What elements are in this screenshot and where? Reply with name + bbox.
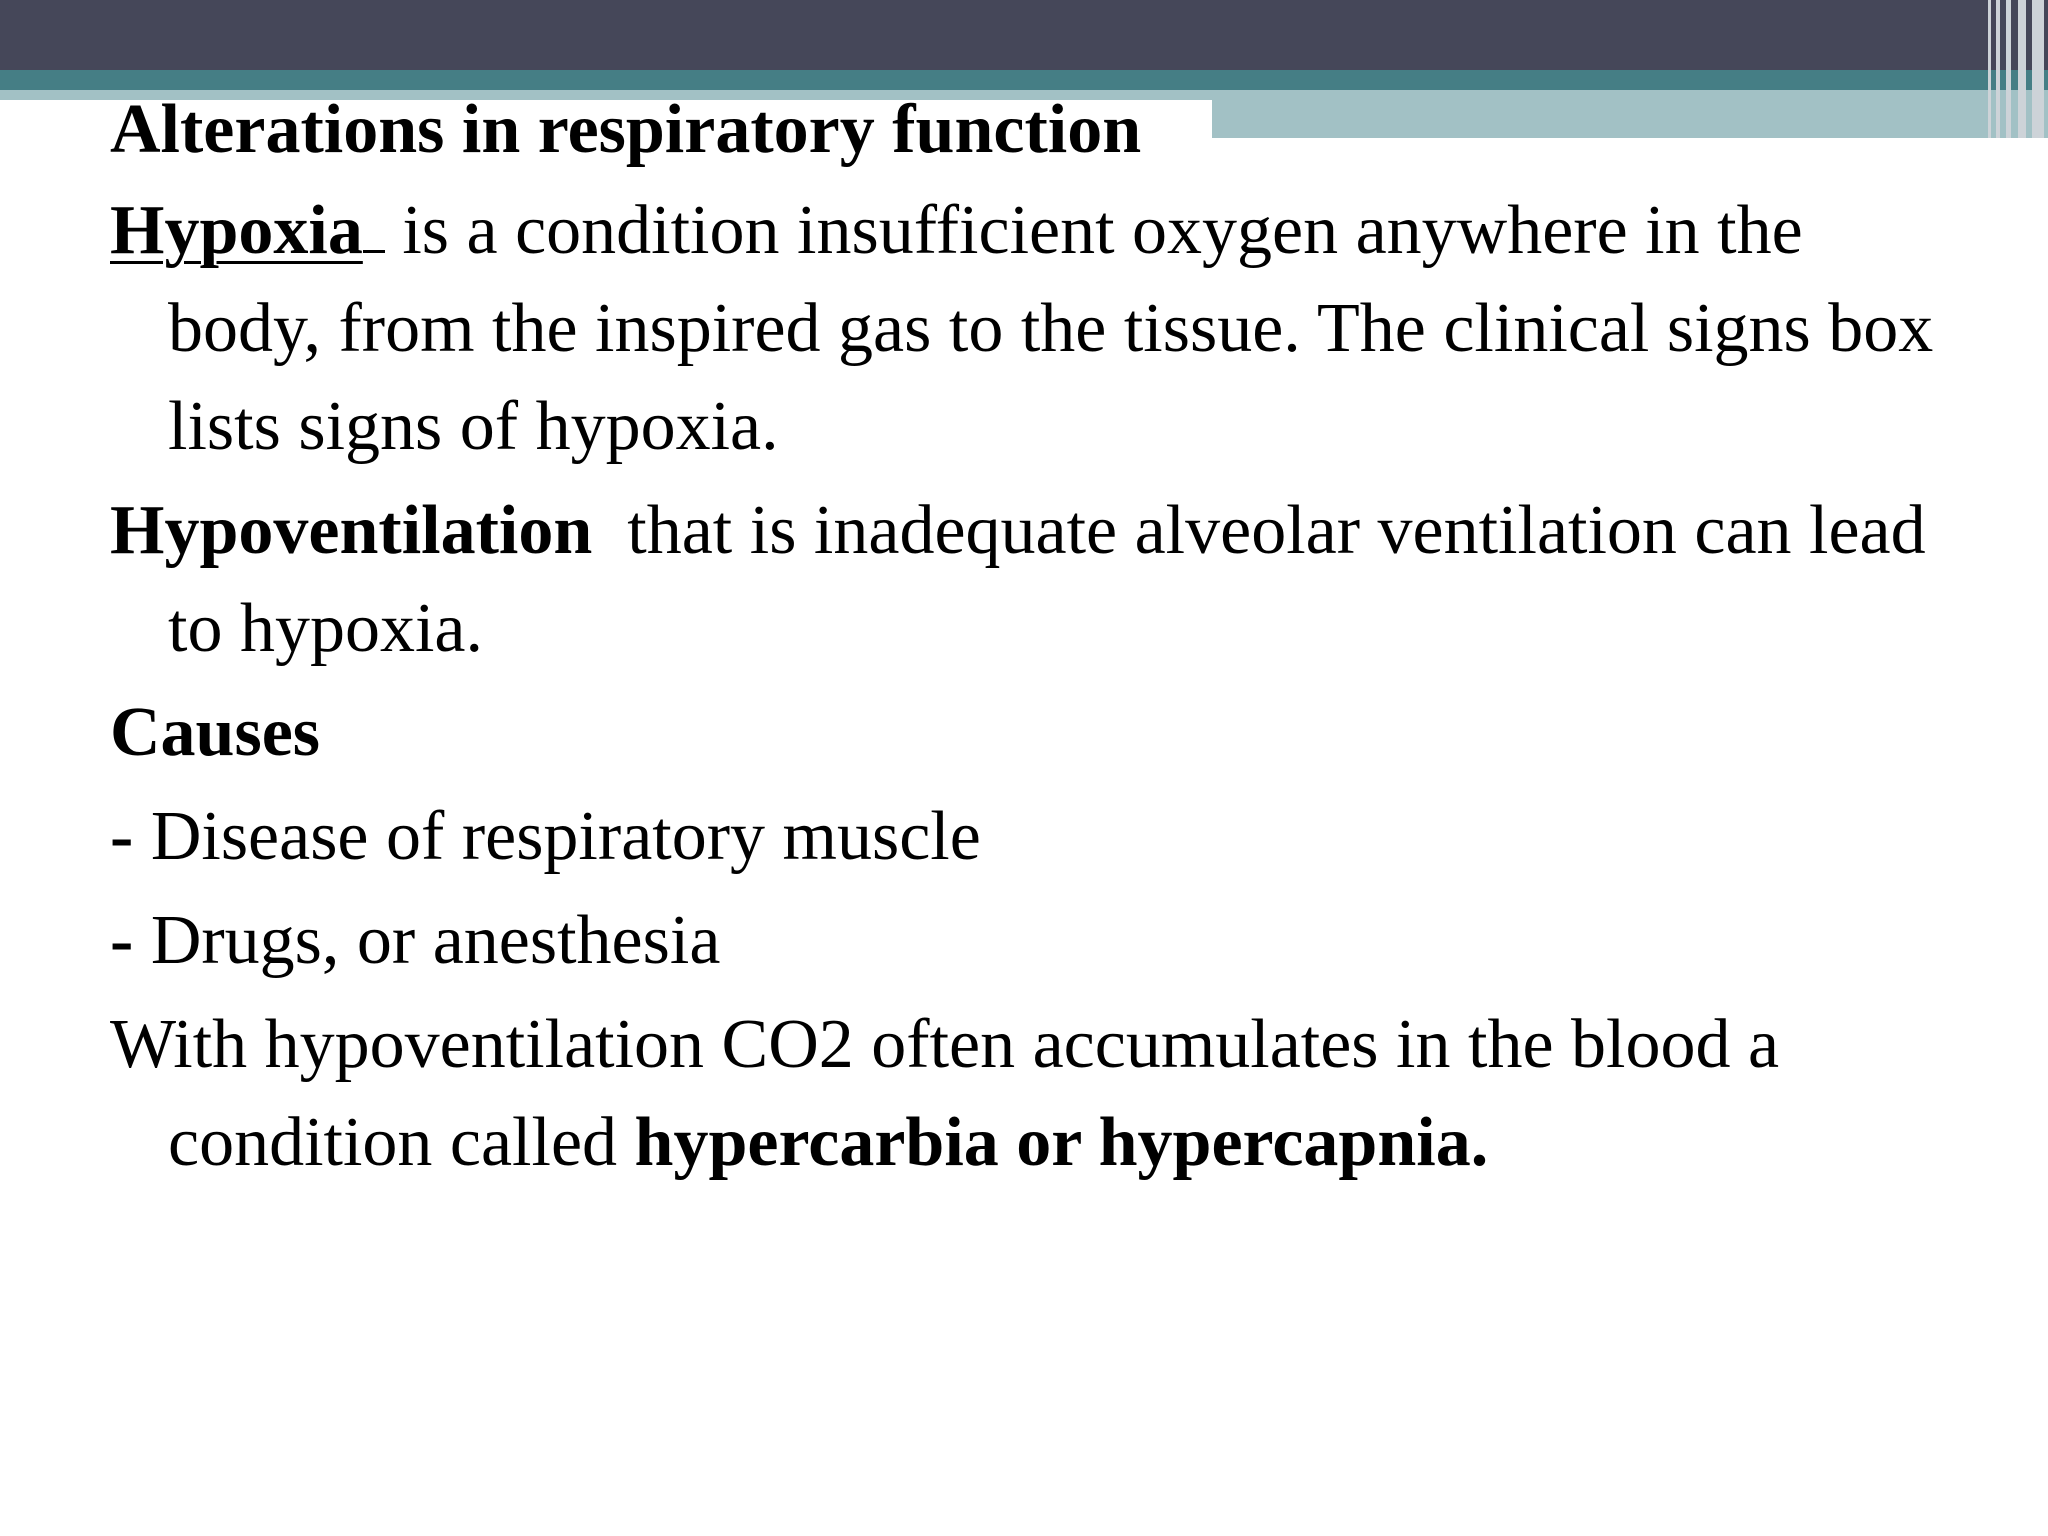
slide-body	[110, 88, 1944, 1198]
hypoxia-paragraph	[110, 182, 1940, 476]
cause-item	[110, 788, 1940, 886]
conclusion-emphasis: hypercarbia or hypercapnia.	[634, 1104, 1489, 1181]
underline-extension	[363, 188, 385, 253]
cause-text: Disease of respiratory muscle	[133, 798, 981, 875]
hypoventilation-paragraph	[110, 482, 1944, 678]
bullet-dash: -	[110, 902, 134, 979]
cause-text: Drugs, or anesthesia	[133, 902, 721, 979]
hypoventilation-term: Hypoventilation	[110, 492, 593, 569]
conclusion-text: With hypoventilation CO2 often accumulates in the blood a condition called	[110, 1006, 1780, 1181]
conclusion-paragraph	[110, 996, 1940, 1192]
bullet-dash: -	[110, 798, 134, 875]
decorative-stripes	[1984, 0, 2048, 138]
causes-heading: Causes	[110, 694, 321, 771]
header-band-teal	[0, 70, 2048, 90]
hypoxia-definition: is a condition insufficient oxygen anywhere in the body, from the inspired gas to the tissue. The clinical signs box lists signs of hypoxia.	[168, 192, 1934, 465]
hypoventilation-definition: that is inadequate alveolar ventilation can lead to hypoxia.	[168, 492, 1944, 667]
cause-item	[110, 892, 1940, 990]
hypoxia-term: Hypoxia	[110, 192, 363, 269]
header-band-dark	[0, 0, 2048, 70]
slide-title: Alterations in respiratory function	[110, 91, 1142, 168]
